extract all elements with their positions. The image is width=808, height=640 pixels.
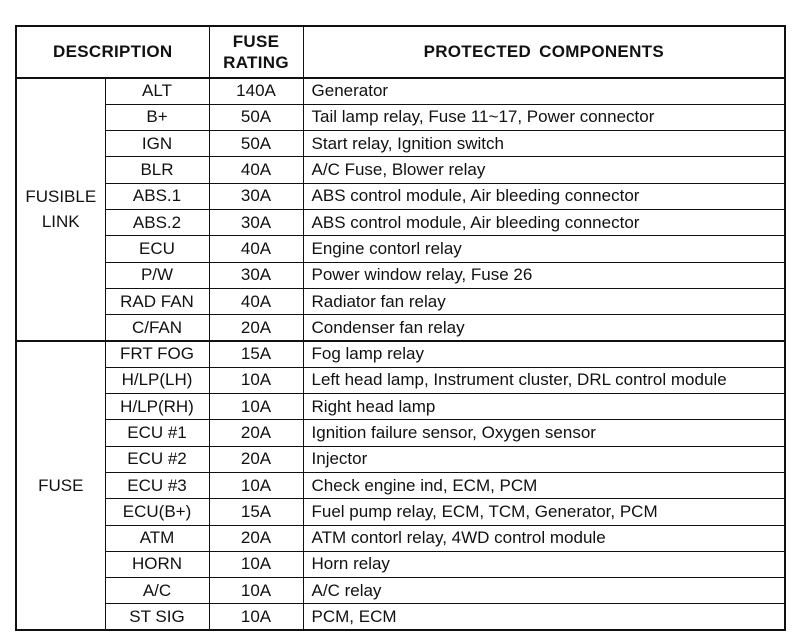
protected-components-cell: Engine contorl relay	[303, 236, 785, 262]
protected-components-cell: Power window relay, Fuse 26	[303, 262, 785, 288]
fuse-name-cell: ABS.2	[105, 209, 209, 235]
group-label	[16, 341, 105, 630]
fuse-name-cell: ECU #2	[105, 446, 209, 472]
protected-components-cell: Check engine ind, ECM, PCM	[303, 472, 785, 498]
fuse-rating-cell: 20A	[209, 446, 303, 472]
fuse-table-body	[16, 78, 785, 630]
fuse-table-container	[15, 25, 786, 631]
table-row	[16, 288, 785, 314]
fuse-rating-cell: 140A	[209, 78, 303, 104]
protected-components-cell: Start relay, Ignition switch	[303, 131, 785, 157]
fuse-rating-cell: 30A	[209, 209, 303, 235]
protected-components-header: PROTECTED COMPONENTS	[303, 26, 785, 78]
protected-components-cell: Generator	[303, 78, 785, 104]
protected-components-cell: Fuel pump relay, ECM, TCM, Generator, PCM	[303, 499, 785, 525]
fuse-rating-cell: 10A	[209, 367, 303, 393]
table-row	[16, 394, 785, 420]
fuse-name-cell: HORN	[105, 551, 209, 577]
protected-components-cell: PCM, ECM	[303, 604, 785, 630]
fuse-rating-cell: 10A	[209, 551, 303, 577]
table-row	[16, 315, 785, 341]
table-row	[16, 472, 785, 498]
fuse-name-cell: ATM	[105, 525, 209, 551]
fuse-rating-cell: 50A	[209, 104, 303, 130]
fuse-rating-cell: 10A	[209, 394, 303, 420]
fuse-name-cell: ECU #1	[105, 420, 209, 446]
protected-components-cell: Radiator fan relay	[303, 288, 785, 314]
table-row	[16, 131, 785, 157]
table-row	[16, 209, 785, 235]
table-row	[16, 604, 785, 630]
fuse-rating-cell: 10A	[209, 604, 303, 630]
fuse-rating-header-line1: FUSE	[232, 32, 280, 51]
fuse-rating-cell: 20A	[209, 525, 303, 551]
fuse-rating-cell: 20A	[209, 315, 303, 341]
fuse-rating-cell: 40A	[209, 236, 303, 262]
protected-components-cell: Right head lamp	[303, 394, 785, 420]
table-row	[16, 78, 785, 104]
protected-components-cell: Horn relay	[303, 551, 785, 577]
table-row	[16, 367, 785, 393]
table-row	[16, 551, 785, 577]
protected-components-cell: Fog lamp relay	[303, 341, 785, 367]
group-label-line1: FUSIBLE	[25, 187, 97, 207]
fuse-rating-cell: 40A	[209, 157, 303, 183]
fuse-name-cell: ECU #3	[105, 472, 209, 498]
table-row	[16, 183, 785, 209]
fuse-rating-cell: 15A	[209, 499, 303, 525]
fuse-name-cell: ECU	[105, 236, 209, 262]
protected-components-cell: Left head lamp, Instrument cluster, DRL control module	[303, 367, 785, 393]
fuse-name-cell: ABS.1	[105, 183, 209, 209]
fuse-rating-cell: 10A	[209, 578, 303, 604]
fuse-name-cell: B+	[105, 104, 209, 130]
fuse-name-cell: C/FAN	[105, 315, 209, 341]
fuse-name-cell: ECU(B+)	[105, 499, 209, 525]
fuse-rating-header-line2: RATING	[223, 53, 289, 72]
group-label-line2: LINK	[41, 212, 80, 232]
table-row	[16, 578, 785, 604]
table-row	[16, 157, 785, 183]
fuse-rating-cell: 30A	[209, 262, 303, 288]
protected-components-cell: Tail lamp relay, Fuse 11~17, Power connector	[303, 104, 785, 130]
fuse-name-cell: H/LP(RH)	[105, 394, 209, 420]
fuse-name-cell: BLR	[105, 157, 209, 183]
fuse-rating-header	[209, 26, 303, 78]
protected-components-cell: Condenser fan relay	[303, 315, 785, 341]
protected-components-cell: A/C relay	[303, 578, 785, 604]
fuse-rating-cell: 15A	[209, 341, 303, 367]
protected-components-cell: ABS control module, Air bleeding connector	[303, 209, 785, 235]
fuse-name-cell: RAD FAN	[105, 288, 209, 314]
fuse-rating-cell: 10A	[209, 472, 303, 498]
protected-components-cell: A/C Fuse, Blower relay	[303, 157, 785, 183]
description-header: DESCRIPTION	[16, 26, 209, 78]
table-row	[16, 525, 785, 551]
protected-components-cell: ATM contorl relay, 4WD control module	[303, 525, 785, 551]
header-row	[16, 26, 785, 78]
fuse-name-cell: P/W	[105, 262, 209, 288]
fuse-name-cell: FRT FOG	[105, 341, 209, 367]
table-row	[16, 104, 785, 130]
fuse-rating-cell: 20A	[209, 420, 303, 446]
table-row	[16, 446, 785, 472]
fuse-name-cell: ALT	[105, 78, 209, 104]
table-row	[16, 262, 785, 288]
table-row	[16, 499, 785, 525]
fuse-name-cell: A/C	[105, 578, 209, 604]
fuse-name-cell: H/LP(LH)	[105, 367, 209, 393]
group-label	[16, 78, 105, 341]
group-label-line1: FUSE	[38, 476, 84, 496]
protected-components-cell: ABS control module, Air bleeding connector	[303, 183, 785, 209]
fuse-rating-cell: 40A	[209, 288, 303, 314]
fuse-name-cell: ST SIG	[105, 604, 209, 630]
table-row	[16, 341, 785, 367]
table-row	[16, 236, 785, 262]
fuse-rating-cell: 50A	[209, 131, 303, 157]
fuse-name-cell: IGN	[105, 131, 209, 157]
table-row	[16, 420, 785, 446]
fuse-rating-cell: 30A	[209, 183, 303, 209]
protected-components-cell: Injector	[303, 446, 785, 472]
fuse-table	[15, 25, 786, 631]
protected-components-cell: Ignition failure sensor, Oxygen sensor	[303, 420, 785, 446]
